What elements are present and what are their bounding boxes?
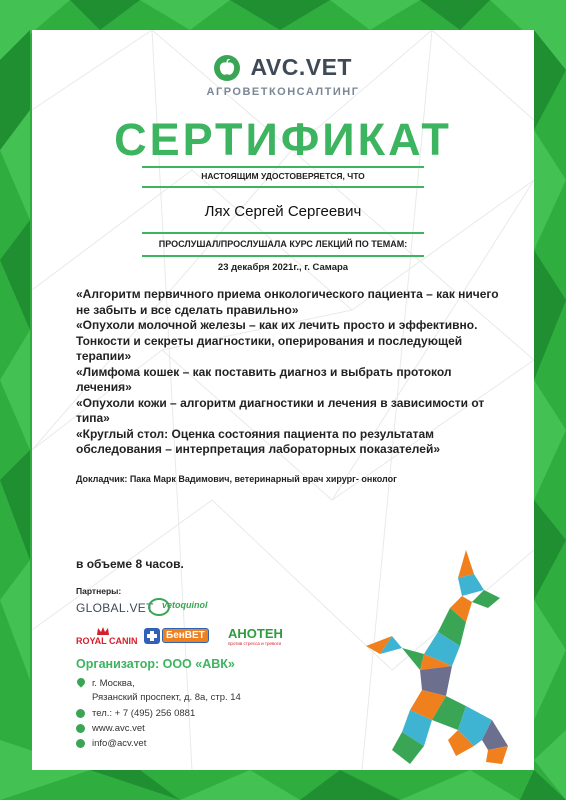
address-line1: г. Москва, bbox=[92, 678, 135, 689]
benivet-text: БенВЕТ bbox=[162, 628, 209, 643]
email-link[interactable]: info@acv.vet bbox=[92, 738, 147, 749]
topic-item: «Круглый стол: Оценка состояния пациента по результатам обследования – интерпретация лабораторных показателей» bbox=[76, 426, 440, 456]
topic-item: «Опухоли молочной железы – как их лечить просто и эффективно. Тонкости и секреты диагностики, оперирования и последующей терапии» bbox=[76, 318, 478, 363]
organizer-label: Организатор: ООО «АВК» bbox=[76, 657, 235, 671]
certificate-sheet bbox=[32, 30, 534, 770]
partners-label: Партнеры: bbox=[76, 586, 122, 596]
medical-cross-icon bbox=[144, 628, 160, 644]
recipient-name: Лях Сергей Сергеевич bbox=[204, 203, 362, 220]
royal-canin-logo bbox=[76, 626, 138, 650]
brand-subtitle: АГРОВЕТКОНСАЛТИНГ bbox=[206, 86, 360, 98]
benivet-logo bbox=[144, 626, 220, 648]
topic-list bbox=[76, 287, 506, 458]
course-divider bbox=[142, 255, 424, 257]
polygonal-dog-illustration bbox=[362, 550, 512, 765]
title-divider-bottom bbox=[142, 186, 424, 188]
website-link[interactable]: www.avc.vet bbox=[92, 723, 145, 734]
speaker-line: Докладчик: Пака Марк Вадимович, ветеринарный врач хирург- онколог bbox=[76, 474, 397, 484]
globe-icon bbox=[76, 724, 85, 733]
phone-number: тел.: + 7 (495) 256 0881 bbox=[92, 708, 196, 719]
brand-logo bbox=[32, 54, 534, 81]
avc-apple-icon bbox=[214, 55, 240, 81]
course-header: ПРОСЛУШАЛ/ПРОСЛУШАЛА КУРС ЛЕКЦИЙ ПО ТЕМАМ: bbox=[158, 239, 408, 249]
vetoquinol-logo bbox=[148, 596, 210, 620]
hours-line: в объеме 8 часов. bbox=[76, 557, 184, 571]
email-icon bbox=[76, 739, 85, 748]
name-divider bbox=[142, 232, 424, 234]
title-divider-top bbox=[142, 166, 424, 168]
certificate-title: СЕРТИФИКАТ bbox=[114, 114, 452, 165]
anoten-logo bbox=[228, 626, 298, 650]
royal-canin-text: ROYAL CANIN bbox=[76, 636, 138, 646]
anoten-tagline: против стресса и тревоги bbox=[228, 641, 281, 646]
date-place: 23 декабря 2021г., г. Самара bbox=[217, 262, 349, 273]
globalvet-logo: GLOBAL.VET bbox=[76, 601, 154, 615]
crown-icon bbox=[96, 626, 110, 636]
topic-item: «Алгоритм первичного приема онкологического пациента – как ничего не забыть и все сделать правильно» bbox=[76, 287, 499, 317]
brand-name: AVC.VET bbox=[250, 54, 352, 80]
vetoquinol-text: vetoquinol bbox=[162, 600, 208, 610]
attest-line: НАСТОЯЩИМ УДОСТОВЕРЯЕТСЯ, ЧТО bbox=[201, 171, 365, 181]
topic-item: «Опухоли кожи – алгоритм диагностики и лечения в зависимости от типа» bbox=[76, 395, 485, 425]
anoten-text: АНОТЕН bbox=[228, 626, 283, 641]
phone-icon bbox=[76, 709, 85, 718]
address-line2: Рязанский проспект, д. 8а, стр. 14 bbox=[92, 692, 241, 703]
topic-item: «Лимфома кошек – как поставить диагноз и выбрать протокол лечения» bbox=[76, 364, 452, 394]
